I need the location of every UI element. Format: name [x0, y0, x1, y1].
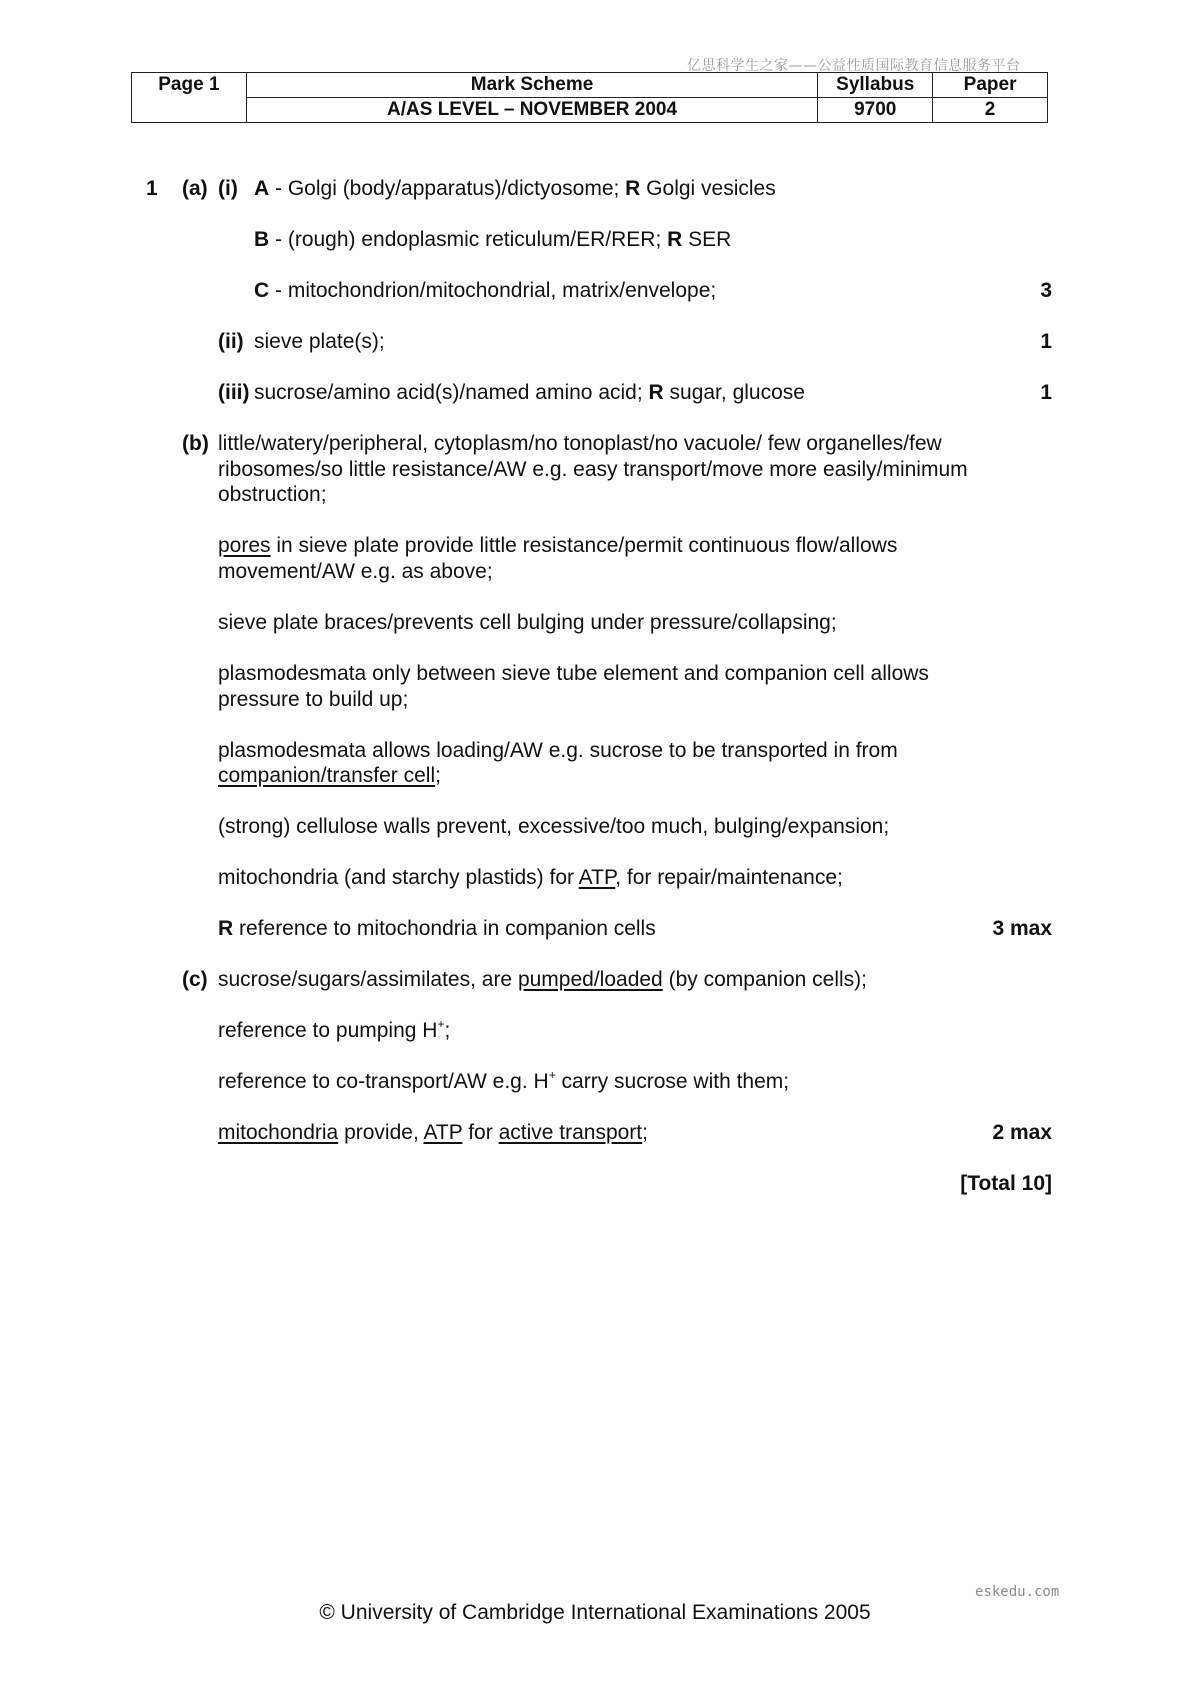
underlined-term: active transport	[498, 1121, 643, 1144]
syllabus-label: Syllabus	[818, 73, 933, 98]
part-ii-label: (ii)	[218, 330, 244, 353]
answer-b-1-line1: little/watery/peripheral, cytoplasm/no tonoplast/no vacuole/ few organelles/few	[218, 432, 942, 455]
answer-a-i-A	[254, 176, 776, 202]
answer-a-i-B	[254, 227, 731, 253]
total-marks: [Total 10]	[960, 1172, 1052, 1195]
answer-text: ;	[444, 1019, 451, 1042]
mark-a-iii: 1	[1040, 381, 1052, 404]
part-b-label: (b)	[182, 432, 209, 455]
watermark-site: eskedu.com	[975, 1584, 1060, 1600]
reject-text: Golgi vesicles	[640, 177, 776, 200]
answer-b-5-line1: plasmodesmata allows loading/AW e.g. sucrose to be transported in from	[218, 739, 898, 762]
part-i-label: (i)	[218, 177, 238, 200]
underlined-term: mitochondria	[218, 1121, 339, 1144]
answer-c-2	[218, 1018, 450, 1044]
answer-b-4-line2: pressure to build up;	[218, 688, 409, 711]
answer-text: - mitochondrion/mitochondrial, matrix/envelope;	[269, 279, 717, 302]
superscript: +	[548, 1068, 556, 1082]
answer-b-1-line2: ribosomes/so little resistance/AW e.g. easy transport/move more easily/minimum	[218, 458, 968, 481]
answer-text: , for repair/maintenance;	[615, 866, 843, 889]
label-B: B	[254, 228, 270, 251]
question-number: 1	[146, 177, 158, 200]
answer-text: reference to pumping H	[218, 1019, 438, 1042]
answer-text: ;	[642, 1121, 648, 1144]
reject-text: SER	[682, 228, 732, 251]
part-a-label: (a)	[182, 177, 208, 200]
answer-b-1-line3: obstruction;	[218, 483, 327, 506]
answer-c-1	[218, 967, 867, 993]
answer-text: - Golgi (body/apparatus)/dictyosome;	[269, 177, 626, 200]
underlined-term: ATP	[578, 866, 616, 889]
underlined-term: pumped/loaded	[517, 968, 663, 991]
mark-c: 2 max	[992, 1121, 1052, 1144]
answer-c-4	[218, 1120, 648, 1146]
reject-marker: R	[667, 228, 683, 251]
answer-c-3	[218, 1069, 789, 1095]
page-number: Page 1	[132, 73, 247, 123]
watermark-text: 亿思科学生之家——公益性质国际教育信息服务平台	[687, 58, 1021, 74]
answer-text: carry sucrose with them;	[555, 1070, 790, 1093]
answer-b-2-line1	[218, 533, 897, 559]
answer-b-4-line1: plasmodesmata only between sieve tube element and companion cell allows	[218, 662, 929, 685]
answer-text: for	[462, 1121, 499, 1144]
superscript: +	[437, 1017, 445, 1031]
answer-b-5-line2	[218, 763, 441, 789]
mark-a-ii: 1	[1040, 330, 1052, 353]
answer-text: mitochondria (and starchy plastids) for	[218, 866, 579, 889]
answer-a-i-C	[254, 278, 716, 304]
mark-b: 3 max	[992, 917, 1052, 940]
paper-value: 2	[933, 98, 1048, 123]
part-iii-label: (iii)	[218, 381, 250, 404]
answer-b-2-line2: movement/AW e.g. as above;	[218, 560, 493, 583]
underlined-term: companion/transfer cell	[218, 764, 436, 787]
answer-text: in sieve plate provide little resistance/permit continuous flow/allows	[270, 534, 898, 557]
answer-text: (by companion cells);	[662, 968, 867, 991]
copyright-footer: © University of Cambridge International Examinations 2005	[319, 1601, 871, 1624]
reject-marker: R	[648, 381, 664, 404]
reject-marker: R	[625, 177, 641, 200]
answer-text: ;	[435, 764, 441, 787]
underlined-term: pores	[218, 534, 271, 557]
answer-b-reject	[218, 916, 656, 942]
reject-marker: R	[218, 917, 234, 940]
answer-text: sucrose/sugars/assimilates, are	[218, 968, 518, 991]
underlined-term: ATP	[423, 1121, 463, 1144]
reject-text: reference to mitochondria in companion cells	[233, 917, 656, 940]
answer-b-6: (strong) cellulose walls prevent, excessive/too much, bulging/expansion;	[218, 815, 890, 838]
label-C: C	[254, 279, 270, 302]
answer-text: - (rough) endoplasmic reticulum/ER/RER;	[269, 228, 668, 251]
mark-a-i: 3	[1040, 279, 1052, 302]
paper-label: Paper	[933, 73, 1048, 98]
label-A: A	[254, 177, 270, 200]
answer-text: provide,	[338, 1121, 424, 1144]
answer-text: reference to co-transport/AW e.g. H	[218, 1070, 549, 1093]
syllabus-value: 9700	[818, 98, 933, 123]
header-table	[131, 72, 1048, 123]
reject-text: sugar, glucose	[663, 381, 805, 404]
answer-a-iii	[254, 380, 805, 406]
part-c-label: (c)	[182, 968, 208, 991]
doc-subtitle: A/AS LEVEL – NOVEMBER 2004	[246, 98, 818, 123]
answer-text: sucrose/amino acid(s)/named amino acid;	[254, 381, 649, 404]
answer-b-3: sieve plate braces/prevents cell bulging under pressure/collapsing;	[218, 611, 837, 634]
answer-a-ii: sieve plate(s);	[254, 330, 385, 353]
doc-title: Mark Scheme	[246, 73, 818, 98]
answer-b-7	[218, 865, 843, 891]
